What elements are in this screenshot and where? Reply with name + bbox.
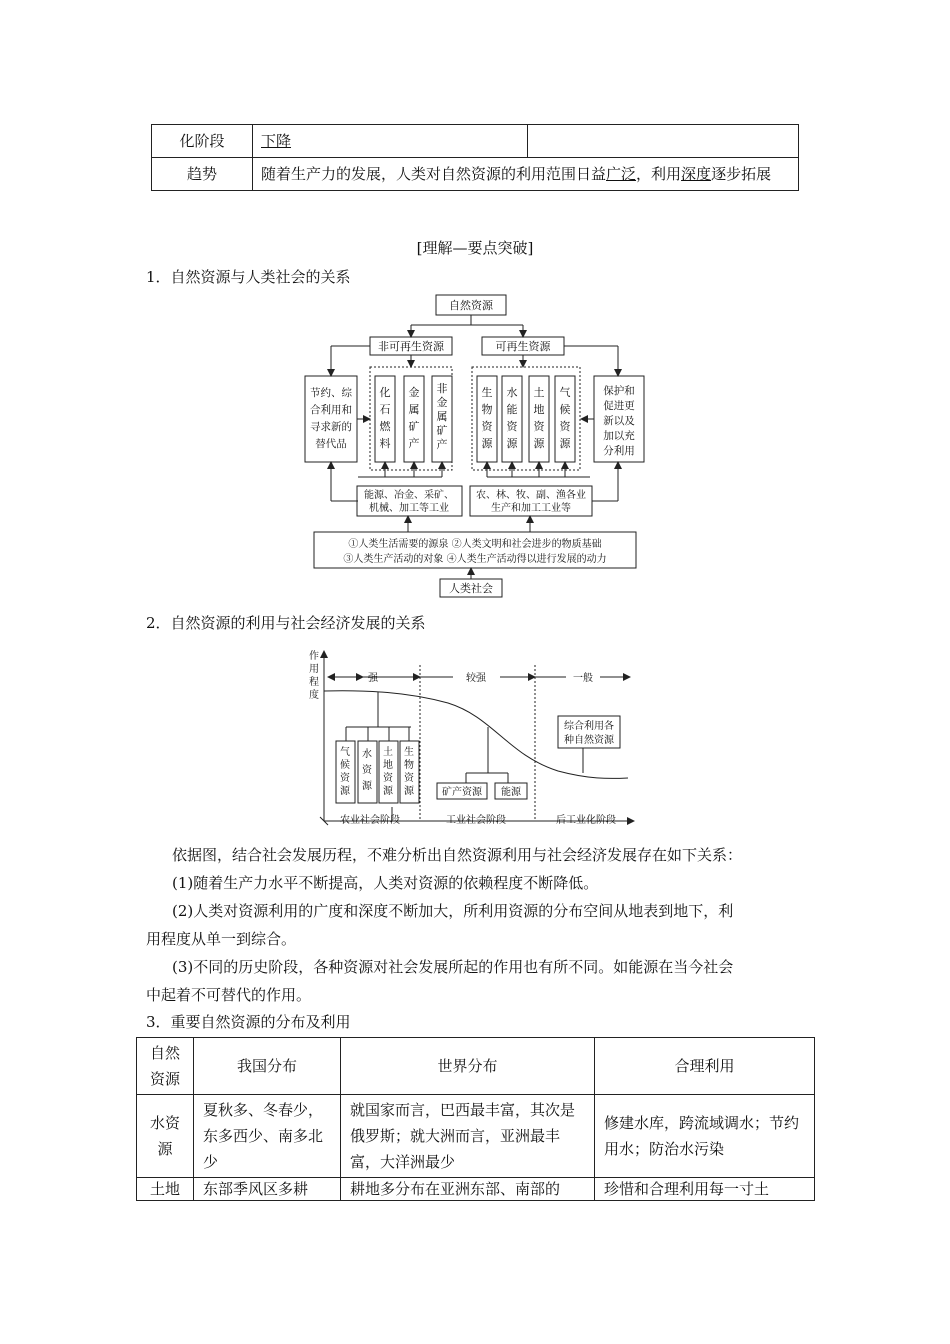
svg-text:加以充: 加以充 — [603, 430, 635, 442]
svg-text:源: 源 — [340, 786, 350, 797]
resource-society-diagram — [300, 292, 645, 602]
svg-text:产: 产 — [408, 437, 420, 450]
resource-stage-diagram — [308, 645, 638, 837]
paragraph: (3)不同的历史阶段，各种资源对社会发展所起的作用也有所不同。如能源在当今社会 — [172, 958, 734, 976]
svg-text:燃: 燃 — [379, 420, 391, 433]
heading-1: 1．自然资源与人类社会的关系 — [146, 268, 351, 286]
svg-text:金: 金 — [408, 386, 420, 399]
table-row — [152, 125, 799, 158]
svg-text:源: 源 — [481, 437, 493, 450]
svg-text:候: 候 — [559, 403, 571, 416]
svg-text:非: 非 — [436, 382, 448, 395]
svg-text:人类社会: 人类社会 — [449, 582, 493, 595]
svg-text:资: 资 — [362, 765, 372, 776]
svg-text:源: 源 — [362, 781, 372, 792]
table-cell: 东部季风区多耕 — [194, 1178, 341, 1201]
table-cell — [253, 125, 528, 158]
svg-text:③人类生产活动的对象 ④人类生产活动得以进行发展的动力: ③人类生产活动的对象 ④人类生产活动得以进行发展的动力 — [343, 554, 607, 565]
svg-text:属: 属 — [408, 403, 420, 416]
svg-text:生产和加工工业等: 生产和加工工业等 — [491, 503, 571, 514]
svg-text:地: 地 — [383, 760, 393, 771]
svg-text:综合利用各: 综合利用各 — [564, 721, 614, 732]
stage-table — [151, 124, 799, 191]
svg-text:石: 石 — [379, 403, 391, 416]
svg-text:①人类生活需要的源泉 ②人类文明和社会进步的物质基础: ①人类生活需要的源泉 ②人类文明和社会进步的物质基础 — [348, 539, 602, 550]
paragraph: 用程度从单一到综合。 — [146, 930, 297, 948]
svg-text:矿: 矿 — [408, 420, 420, 433]
paragraph: 依据图，结合社会发展历程，不难分析出自然资源利用与社会经济发展存在如下关系： — [172, 846, 743, 864]
table-header-row — [137, 1038, 815, 1095]
svg-text:属: 属 — [436, 410, 448, 423]
nonrenewable-label: 非可再生资源 — [378, 340, 444, 353]
underlined-answer: 广泛 — [606, 165, 637, 183]
table-header: 自然资源 — [137, 1038, 194, 1095]
svg-text:替代品: 替代品 — [315, 438, 347, 450]
svg-text:水: 水 — [506, 386, 518, 399]
underlined-answer: 下降 — [261, 132, 292, 150]
svg-text:源: 源 — [506, 437, 518, 450]
table-header: 合理利用 — [595, 1038, 815, 1095]
top-label: 自然资源 — [449, 299, 493, 312]
paragraph: (2)人类对资源利用的广度和深度不断加大，所利用资源的分布空间从地表到地下，利 — [172, 902, 734, 920]
svg-text:度: 度 — [309, 690, 319, 701]
table-cell: 耕地多分布在亚洲东部、南部的 — [341, 1178, 595, 1201]
svg-text:源: 源 — [559, 437, 571, 450]
svg-text:资: 资 — [404, 773, 414, 784]
table-cell: 趋势 — [152, 158, 253, 191]
table-header: 我国分布 — [194, 1038, 341, 1095]
svg-text:能源: 能源 — [501, 787, 521, 798]
svg-text:用: 用 — [309, 664, 319, 675]
heading-2: 2．自然资源的利用与社会经济发展的关系 — [146, 614, 426, 632]
table-cell: 水资源 — [137, 1095, 194, 1178]
svg-text:资: 资 — [481, 420, 493, 433]
svg-text:程: 程 — [309, 677, 319, 688]
paragraph: (1)随着生产力水平不断提高，人类对资源的依赖程度不断降低。 — [172, 874, 599, 892]
svg-text:节约、综: 节约、综 — [310, 387, 352, 399]
svg-text:能: 能 — [506, 403, 518, 416]
svg-text:分利用: 分利用 — [603, 445, 635, 457]
svg-text:源: 源 — [533, 437, 545, 450]
svg-text:机械、加工等工业: 机械、加工等工业 — [369, 503, 449, 514]
svg-text:能源、冶金、采矿、: 能源、冶金、采矿、 — [364, 490, 454, 501]
svg-text:资: 资 — [340, 773, 350, 784]
svg-text:候: 候 — [340, 760, 350, 771]
svg-text:气: 气 — [559, 386, 571, 399]
svg-text:土: 土 — [383, 747, 393, 758]
svg-text:产: 产 — [436, 438, 448, 451]
svg-text:新以及: 新以及 — [603, 415, 635, 427]
svg-text:矿产资源: 矿产资源 — [442, 787, 482, 798]
svg-text:土: 土 — [533, 386, 545, 399]
table-row — [152, 158, 799, 191]
svg-text:料: 料 — [379, 437, 391, 450]
table-cell: 化阶段 — [152, 125, 253, 158]
svg-text:农业社会阶段: 农业社会阶段 — [340, 815, 400, 826]
table-cell — [528, 125, 799, 158]
svg-text:资: 资 — [383, 773, 393, 784]
svg-text:工业社会阶段: 工业社会阶段 — [446, 815, 506, 826]
svg-text:源: 源 — [404, 786, 414, 797]
svg-text:地: 地 — [533, 403, 545, 416]
svg-text:保护和: 保护和 — [603, 385, 635, 397]
svg-text:作: 作 — [309, 651, 319, 662]
renewable-group — [472, 367, 580, 470]
paragraph: 中起着不可替代的作用。 — [146, 986, 312, 1004]
svg-text:生: 生 — [481, 386, 493, 399]
svg-text:较强: 较强 — [466, 673, 486, 684]
svg-text:化: 化 — [379, 386, 391, 399]
svg-text:资: 资 — [506, 420, 518, 433]
svg-text:物: 物 — [404, 760, 414, 771]
table-cell: 就国家而言，巴西最丰富，其次是俄罗斯；就大洲而言，亚洲最丰富，大洋洲最少 — [341, 1095, 595, 1178]
resource-table — [136, 1037, 815, 1201]
svg-text:金: 金 — [436, 396, 448, 409]
svg-text:后工业化阶段: 后工业化阶段 — [556, 815, 616, 826]
svg-text:强: 强 — [368, 673, 378, 684]
svg-text:一般: 一般 — [573, 673, 593, 684]
renewable-label: 可再生资源 — [495, 340, 551, 353]
svg-text:资: 资 — [533, 420, 545, 433]
table-header: 世界分布 — [341, 1038, 595, 1095]
table-cell: 珍惜和合理利用每一寸土 — [595, 1178, 815, 1201]
svg-text:生: 生 — [404, 747, 414, 758]
section-title: [理解—要点突破] — [416, 239, 534, 257]
svg-text:促进更: 促进更 — [603, 400, 635, 412]
svg-text:源: 源 — [383, 786, 393, 797]
table-cell: 随着生产力的发展，人类对自然资源的利用范围日益广泛，利用深度逐步拓展 — [253, 158, 799, 191]
svg-text:资: 资 — [559, 420, 571, 433]
svg-text:种自然资源: 种自然资源 — [564, 735, 614, 746]
table-row — [137, 1095, 815, 1178]
svg-text:农、林、牧、副、渔各业: 农、林、牧、副、渔各业 — [476, 490, 586, 501]
table-cell: 夏秋多、冬春少，东多西少、南多北少 — [194, 1095, 341, 1178]
svg-text:水: 水 — [362, 749, 372, 760]
svg-text:物: 物 — [481, 403, 493, 416]
svg-text:矿: 矿 — [436, 424, 448, 437]
underlined-answer: 深度 — [681, 165, 712, 183]
svg-text:合利用和: 合利用和 — [310, 404, 352, 416]
table-row — [137, 1178, 815, 1201]
table-cell: 土地 — [137, 1178, 194, 1201]
table-cell: 修建水库，跨流域调水；节约用水；防治水污染 — [595, 1095, 815, 1178]
svg-text:寻求新的: 寻求新的 — [310, 421, 352, 433]
svg-text:气: 气 — [340, 747, 350, 758]
heading-3: 3．重要自然资源的分布及利用 — [146, 1013, 351, 1031]
